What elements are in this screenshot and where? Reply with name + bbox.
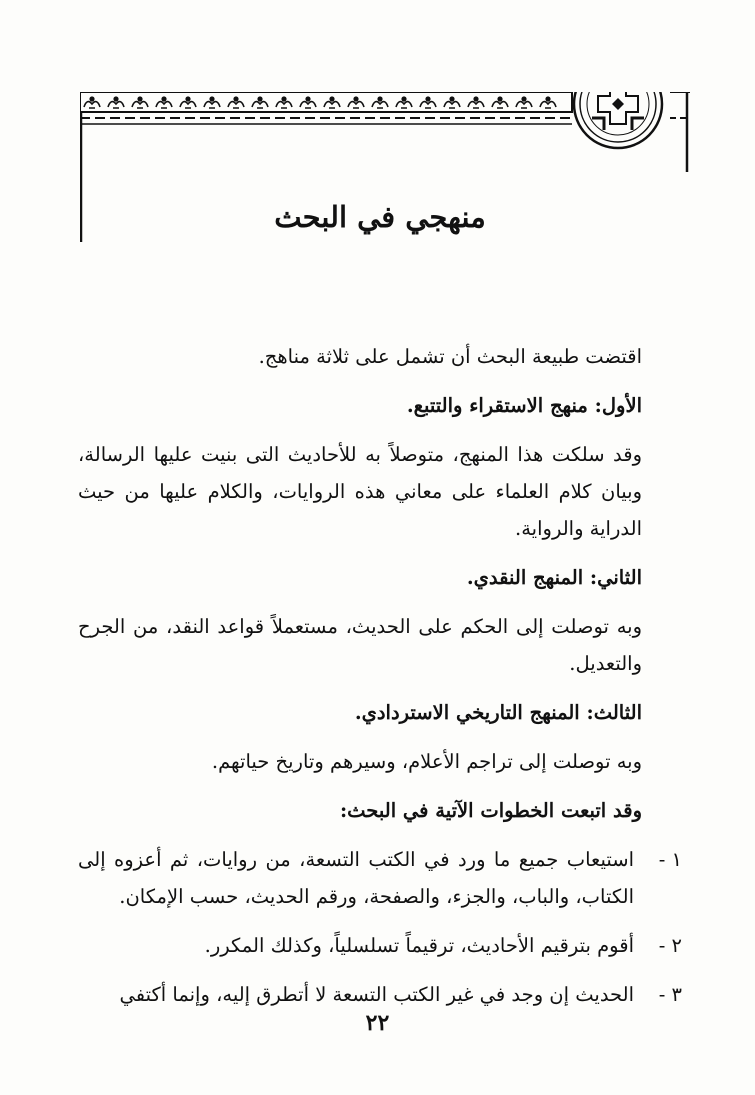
floral-motif-icon: [84, 96, 100, 108]
floral-motif-icon: [180, 96, 196, 108]
method-heading: [78, 387, 682, 424]
geometric-medallion-icon: [574, 92, 662, 148]
list-item: [78, 927, 682, 964]
step-number: ٣ -: [658, 983, 682, 1006]
step-number: ١ -: [658, 848, 682, 871]
floral-motif-icon: [132, 96, 148, 108]
method-name: منهج الاستقراء والتتبع.: [406, 394, 588, 417]
method-section: [78, 694, 682, 780]
floral-motif-icon: [324, 96, 340, 108]
floral-motif-icon: [540, 96, 556, 108]
method-heading: [78, 694, 682, 731]
intro-paragraph: اقتضت طبيعة البحث أن تشمل على ثلاثة مناهج.: [258, 345, 642, 368]
floral-motif-icon: [372, 96, 388, 108]
method-text: وبه توصلت إلى تراجم الأعلام، وسيرهم وتاريخ حياتهم.: [211, 750, 642, 773]
step-text: أقوم بترقيم الأحاديث، ترقيماً تسلسلياً، وكذلك المكرر.: [204, 934, 634, 957]
floral-motif-icon: [396, 96, 412, 108]
method-name: المنهج التاريخي الاستردادي.: [354, 701, 580, 724]
floral-motif-icon: [516, 96, 532, 108]
step-text: استيعاب جميع ما ورد في الكتب التسعة، من روايات، ثم أعزوه إلى الكتاب، والباب، والجزء، والصفحة، ورقم الحديث، حسب الإمكان.: [78, 848, 634, 908]
method-section: [78, 559, 682, 682]
method-label: الأول:: [594, 394, 642, 417]
method-heading: [78, 559, 682, 596]
floral-motif-icon: [276, 96, 292, 108]
floral-motif-icon: [492, 96, 508, 108]
floral-motif-icon: [468, 96, 484, 108]
method-text: وقد سلكت هذا المنهج، متوصلاً به للأحاديث التى بنيت عليها الرسالة، وبيان كلام العلماء على معاني هذه الروايات، والكلام عليها من حيث الدراية والرواية.: [78, 443, 642, 540]
floral-motif-icon: [444, 96, 460, 108]
floral-motif-icon: [420, 96, 436, 108]
floral-motif-icon: [252, 96, 268, 108]
floral-motif-icon: [300, 96, 316, 108]
document-body: [78, 338, 682, 1025]
floral-motif-icon: [204, 96, 220, 108]
method-text: وبه توصلت إلى الحكم على الحديث، مستعملاً قواعد النقد، من الجرح والتعديل.: [78, 615, 642, 675]
floral-band: [84, 96, 556, 108]
method-section: [78, 387, 682, 547]
floral-motif-icon: [108, 96, 124, 108]
floral-motif-icon: [228, 96, 244, 108]
steps-heading: وقد اتبعت الخطوات الآتية في البحث:: [339, 799, 642, 822]
floral-motif-icon: [348, 96, 364, 108]
method-label: الثاني:: [589, 566, 642, 589]
list-item: [78, 841, 682, 915]
list-item: [78, 976, 682, 1013]
method-name: المنهج النقدي.: [466, 566, 584, 589]
step-number: ٢ -: [658, 934, 682, 957]
method-label: الثالث:: [586, 701, 642, 724]
floral-motif-icon: [156, 96, 172, 108]
step-text: الحديث إن وجد في غير الكتب التسعة لا أتطرق إليه، وإنما أكتفي: [119, 983, 634, 1006]
page-number: ٢٢: [365, 1010, 390, 1036]
page-title: منهجي في البحث: [274, 200, 486, 234]
